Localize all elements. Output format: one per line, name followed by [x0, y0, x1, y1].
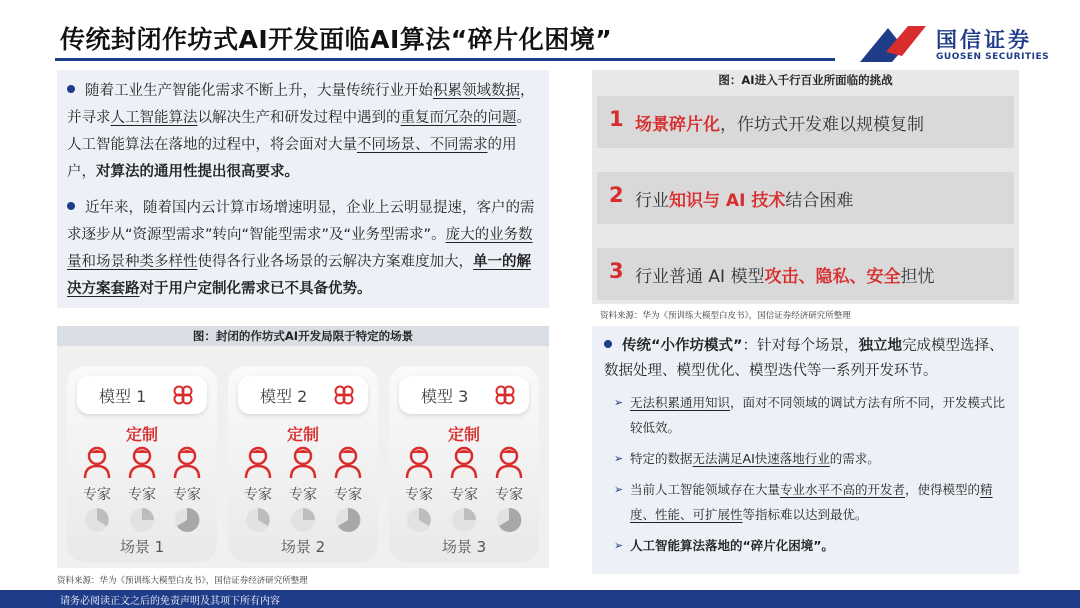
main-point	[604, 334, 1009, 384]
expert-figure	[122, 446, 162, 502]
company-logo	[858, 22, 1073, 66]
text-run: 不同场景、不同需求	[357, 137, 488, 153]
arrow-bullet-icon: ➢	[614, 483, 624, 496]
expert-label: 专家	[450, 487, 478, 503]
text-run: 传统“小作坊模式”	[622, 338, 743, 354]
expert-label: 专家	[334, 487, 362, 503]
expert-figure	[328, 446, 368, 502]
logo-mark-icon	[858, 22, 928, 66]
closed-ai-development-figure	[57, 326, 549, 568]
title-underline	[55, 58, 835, 61]
dial-icon	[495, 506, 523, 534]
text-run: 重复而冗杂的问题	[400, 110, 517, 126]
header	[0, 0, 1080, 62]
text-run: 专业水平不高的开发者	[780, 482, 906, 497]
expert-icon	[81, 446, 113, 480]
left-text-panel	[57, 70, 549, 308]
bullet-icon	[67, 202, 75, 210]
expert-icon	[171, 446, 203, 480]
expert-figure	[77, 446, 117, 502]
dial-icon	[128, 506, 156, 534]
text-run: 人工智能算法	[110, 110, 198, 126]
challenge-rest: ，作坊式开发难以规模复制	[720, 115, 924, 135]
model-label: 模型 2	[260, 387, 308, 406]
bullet-icon	[67, 85, 75, 93]
sub-point-2	[604, 446, 1009, 471]
text-run: 的用户，	[67, 137, 517, 180]
text-run: ：针对每个场景，	[742, 338, 859, 354]
challenge-rest: 结合困难	[785, 191, 854, 211]
text-run: 独立地	[858, 338, 903, 354]
challenge-pre: 行业	[635, 191, 669, 211]
scene-label: 场景 2	[280, 538, 326, 556]
text-run: 以解决生产和研发过程中遇到的	[197, 110, 401, 126]
model-header	[399, 376, 529, 414]
text-run: 的需求。	[829, 451, 880, 466]
sub-point-1	[604, 390, 1009, 440]
scene-label: 场景 3	[441, 538, 487, 556]
dial-icon	[173, 506, 201, 534]
text-run: 庞大的业务数量和场景种类多样性	[67, 227, 533, 270]
model-card-2	[228, 366, 378, 562]
text-run: 特定的数据	[630, 451, 693, 466]
expert-label: 专家	[128, 487, 156, 503]
figure-title: 图：AI进入千行百业所面临的挑战	[718, 73, 893, 87]
challenge-number: 3	[609, 259, 624, 283]
expert-icon	[287, 446, 319, 480]
challenge-item-2	[597, 172, 1014, 224]
challenge-text	[635, 110, 924, 135]
expert-icon	[403, 446, 435, 480]
expert-label: 专家	[173, 487, 201, 503]
text-run: 当前人工智能领域存在大量	[630, 482, 781, 497]
challenge-number: 2	[609, 183, 624, 207]
expert-figure	[238, 446, 278, 502]
custom-label: 定制	[286, 425, 319, 444]
arrow-bullet-icon: ➢	[614, 396, 624, 409]
dial-icon	[334, 506, 362, 534]
expert-figure	[489, 446, 529, 502]
text-run: ，并寻求	[67, 83, 535, 126]
paragraph-2	[67, 195, 541, 303]
text-run: 积累领域数据	[433, 83, 520, 99]
text-run: 对于用户定制化需求已不具备优势。	[139, 281, 372, 297]
expert-icon	[448, 446, 480, 480]
expert-icon	[332, 446, 364, 480]
dial-icon	[83, 506, 111, 534]
disclaimer-text: 请务必阅读正文之后的免责声明及其项下所有内容	[60, 596, 280, 607]
challenge-item-1	[597, 96, 1014, 148]
text-run: 使得各行业各场景的云解决方案难度加大，	[197, 254, 473, 270]
dial-icon	[405, 506, 433, 534]
sub-point-4	[604, 533, 1009, 558]
brain-icon	[494, 384, 516, 406]
expert-figure	[283, 446, 323, 502]
challenge-pre: 行业普通 AI 模型	[635, 267, 765, 287]
text-run: 等指标难以达到最优。	[742, 507, 868, 522]
custom-label: 定制	[125, 425, 158, 444]
expert-label: 专家	[495, 487, 523, 503]
logo-text-en: GUOSEN SECURITIES	[936, 52, 1050, 62]
sub-point-3	[604, 477, 1009, 527]
bullet-icon	[604, 340, 612, 348]
challenge-highlight: 知识与 AI 技术	[669, 191, 786, 211]
expert-icon	[242, 446, 274, 480]
page-title: 传统封闭作坊式AI开发面临AI算法“碎片化困境”	[60, 25, 613, 54]
expert-icon	[126, 446, 158, 480]
scene-label: 场景 1	[119, 538, 165, 556]
dial-icon	[244, 506, 272, 534]
challenge-item-3	[597, 248, 1014, 300]
text-run: 近年来，随着国内云计算市场增速明显，企业上云明显提速，客户的需求逐步从“资源型需求”转向“智能型需求”及“业务型需求”。	[67, 200, 535, 243]
challenge-text	[635, 186, 853, 211]
challenge-number: 1	[609, 107, 624, 131]
text-run: 无法积累通用知识	[630, 395, 731, 410]
expert-figure	[444, 446, 484, 502]
text-run: 对算法的通用性提出很高要求。	[96, 164, 299, 180]
text-run: 无法满足AI快速落地行业	[692, 451, 830, 466]
expert-figure	[399, 446, 439, 502]
arrow-bullet-icon: ➢	[614, 452, 624, 465]
left-figure-source: 资料来源：华为《预训练大模型白皮书》，国信证券经济研究所整理	[57, 576, 308, 586]
text-run: 人工智能算法落地的“碎片化困境”。	[630, 538, 834, 553]
right-text-panel	[592, 326, 1019, 574]
model-card-3	[389, 366, 539, 562]
challenge-highlight: 攻击、隐私、安全	[764, 267, 901, 287]
challenge-rest: 担忧	[900, 267, 935, 287]
model-header	[77, 376, 207, 414]
challenge-text	[635, 262, 934, 287]
expert-label: 专家	[289, 487, 317, 503]
model-label: 模型 3	[421, 387, 469, 406]
dial-icon	[450, 506, 478, 534]
model-label: 模型 1	[99, 387, 147, 406]
challenge-highlight: 场景碎片化	[635, 115, 720, 135]
logo-text-cn: 国信证券	[936, 28, 1032, 52]
paragraph-1	[67, 78, 541, 186]
text-run: 随着工业生产智能化需求不断上升，大量传统行业开始	[85, 83, 433, 99]
brain-icon	[333, 384, 355, 406]
text-run: 精度、性能、可扩展性	[630, 482, 993, 522]
figure-title: 图：封闭的作坊式AI开发局限于特定的场景	[57, 326, 549, 346]
expert-label: 专家	[405, 487, 433, 503]
text-run: ，面对不同领域的调试方法有所不同，开发模式比较低效。	[630, 395, 1006, 435]
expert-icon	[493, 446, 525, 480]
model-header	[238, 376, 368, 414]
right-figure-source: 资料来源：华为《预训练大模型白皮书》，国信证券经济研究所整理	[600, 311, 851, 321]
ai-challenges-figure	[592, 70, 1019, 304]
text-run: 完成模型选择、数据处理、模型优化、模型迭代等一系列开发环节。	[604, 338, 1004, 379]
expert-label: 专家	[83, 487, 111, 503]
brain-icon	[172, 384, 194, 406]
expert-figure	[167, 446, 207, 502]
footer-bar	[0, 590, 1080, 608]
dial-icon	[289, 506, 317, 534]
model-cards	[57, 350, 549, 566]
text-run: 单一的解决方案套路	[67, 254, 531, 297]
text-run: ，使得模型的	[905, 482, 981, 497]
text-run: 。人工智能算法在落地的过程中，将会面对大量	[67, 110, 531, 153]
custom-label: 定制	[447, 425, 480, 444]
arrow-bullet-icon: ➢	[614, 539, 624, 552]
model-card-1	[67, 366, 217, 562]
expert-label: 专家	[244, 487, 272, 503]
